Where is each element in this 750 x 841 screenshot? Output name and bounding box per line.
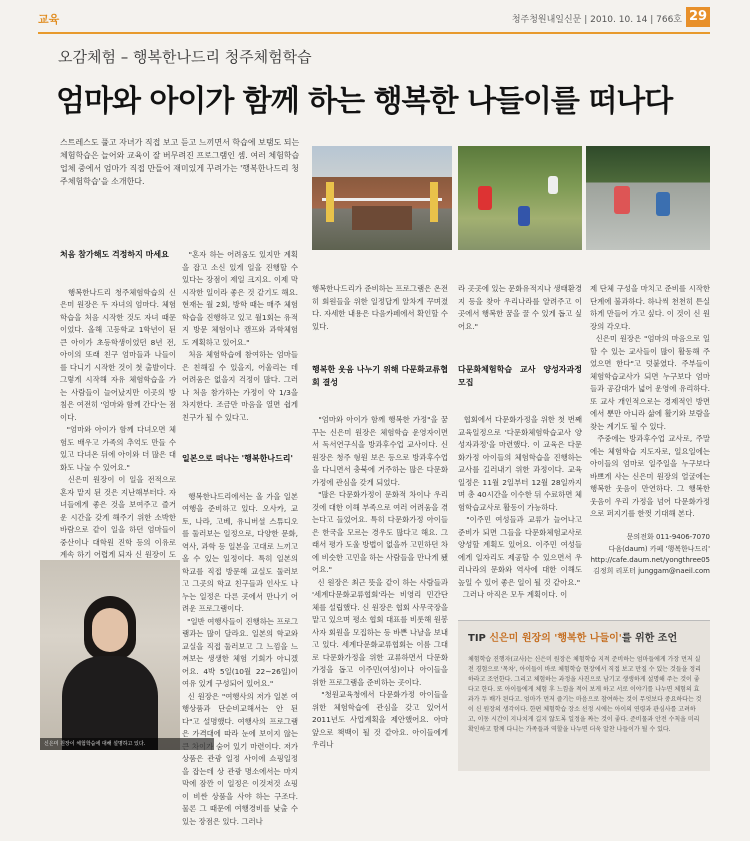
tip-title-highlight: 신은미 원장의 '행복한 나들이' bbox=[489, 633, 622, 644]
page-header bbox=[38, 8, 710, 34]
page-number: 29 bbox=[686, 7, 710, 27]
column-3-body-2: "엄마와 아이가 함께 행복한 가정"을 꿈꾸는 신은미 원장은 체험학습 운영자이면서 독서연구식을 방과후수업 교사이다. 신 원장은 청주 형원 보은 등으로 방과후수업을 다니면서 충북에 거주하는 많은 다문화가정에 관심을 갖게 되었다. "많은 다문화가정이 문화적 차이나 우리 것에 대한 이해 부족으로 여러 어려움을 겪는다고 들었어요. 특히 다문화가정 아이들은 한국을 모르는 경우도 많다고 해요. 그래서 평가 도울 방법이 없을까 고민하던 차에 비슷한 고민을 하는 사람들을 만나게 됐어요." 신 원장은 최근 뜻을 같이 하는 사람들과 '세계다문화교류협회'라는 비영리 민간단체를 설립했다. 신 원장은 협회 사무국장을 맡고 있으며 평소 협회 대표를 비롯해 원봉사자 회원을 모집하는 등 바쁜 나날을 보내고 있다. 세계다문화교류협회는 이름 그대로 다문화가정을 위한 교류하면서 다문화가정을 돕고 이주민(여성)이나 아이들을 위한 프로그램을 준비하는 곳이다. "청원교육청에서 다문화가정 아이들을 위한 체험학습에 관심을 갖고 있어서 2011년도 사업계획을 제안했어요. 아마 앞으로 책백이 될 것 같아요. 아이들에게 우리나 bbox=[312, 415, 449, 749]
historic-building-photo bbox=[312, 146, 452, 250]
subhead-1: 처음 참가해도 걱정하지 마세요 bbox=[60, 250, 169, 259]
reporter-credit: 김정희 리포터 junggam@naeil.com bbox=[593, 567, 710, 575]
column-5-body: 제 단체 구성을 마치고 준비를 시작한 단계에 불과하다. 하나씩 천천히 튼실하게 만들어 가고 싶다. 이 것이 신 원장의 각오다. 신은미 원장은 "엄마의 마음으로 일할 수 있는 교사들이 많이 활동해 주었으면 한다"고 덧붙였다. 주부들이 체험학습교사가 되면 누구보다 엄마들과 공감대가 넓어 운영에 유리하다. 또 교사 개인적으로는 경제적인 방면에서 뿐만 아니라 삶에 활기와 보람을 찾는 계기도 될 수 있다. 주중에는 방과후수업 교사로, 주말에는 체험학습 지도자로, 일요일에는 아이들의 엄마로 일주일을 누구보다 바쁘게 사는 신은미 원장의 얼굴에는 행복한 웃음이 만연하다. 그 행복한 웃음이 우리 가정을 넘어 다문화가정으로 퍼지기를 한껏 기대해 본다. bbox=[590, 284, 711, 518]
subhead-3: 행복한 웃음 나누기 위해 다문화교류협회 결성 bbox=[312, 365, 448, 387]
column-4 bbox=[458, 258, 585, 599]
headline: 엄마와 아이가 함께 하는 행복한 나들이를 떠나다 bbox=[56, 84, 673, 119]
column-3-body-1: 행복한나드리가 준비하는 프로그램은 온전히 회원들을 위한 일정답게 알차게 꾸며졌다. 자세한 내용은 다음카페에서 확인할 수 있다. bbox=[312, 284, 451, 331]
field-activity-photo bbox=[458, 146, 582, 250]
contact-cafe-url[interactable]: http://cafe.daum.net/yongthree05 bbox=[590, 556, 710, 564]
column-2-body-1: "혼자 하는 어려움도 있지만 계획을 잡고 소신 있게 일을 진행할 수 있다는 장점이 제일 크지요. 이제 막 시작한 일이라 좋은 것 같기도 해요. 현재는 월 2회, 방학 때는 매주 체험학습을 진행하고 있고 월1회는 유적지 방문 체험이나 캠프와 과학체험도 계획하고 있어요." 처음 체험학습에 참여하는 엄마들은 친해질 수 있을지, 어울리는 데 어려움은 없을지 걱정이 많다. 그러나 처음 참가하는 가정이 약 1/3을 차지한다. 조금만 마음을 열면 쉽게 친구가 될 수 있다고. bbox=[182, 250, 299, 422]
contact-cafe-label: 다음(daum) 카페 '행복한나드리' bbox=[608, 545, 710, 553]
lede: 스트레스도 풀고 자녀가 직접 보고 듣고 느끼면서 학습에 보탬도 되는 체험학습은 늘어와 교육이 잘 버무려진 프로그램인 셈. 여러 체험학습업체 중에서 엄마가 직접 만들어 재미있게 꾸려가는 '행복한나드리 청주체험학습'을 소개한다. bbox=[60, 138, 300, 186]
contact-phone: 문의전화 011-9406-7070 bbox=[626, 533, 710, 541]
portrait-caption: 신은미 원장이 체험학습에 대해 설명하고 있다. bbox=[40, 738, 214, 750]
column-1-body: 행복한나드리 청주체험학습의 신은미 원장은 두 자녀의 엄마다. 체험학습을 처음 시작한 것도 자녀 때문이었다. 올해 고등학교 1학년이 된 큰 아이가 초등학생이었던 8년 전, 아이의 또래 친구 엄마들과 나들이를 다니기 시작한 것이 첫 출발이다. 그렇게 시작해 자유 체험학습을 가는 사람들이 늘어났지만 이곳의 방침은 여전히 '엄마와 함께 간다'는 점이다. "엄마와 아이가 함께 다녀오면 체험도 배우고 가족의 추억도 만들 수 있고 다녀온 뒤에 아이와 더 많은 대화도 나눌 수 있어요." 신은미 원장이 이 일을 전적으로 혼자 맡지 된 것은 지난해부터다. 자녀들에게 좋은 것을 보여주고 즐거운 시간을 갖게 해주기 위한 소박한 바람으로 같이 일을 하던 엄마들이 중산이나 대학원 진학 등의 이유로 계속 하기 어렵게 되자 신 원장이 도 bbox=[60, 287, 177, 559]
contact-block bbox=[560, 532, 710, 576]
tip-title-rest: 를 위한 조언 bbox=[621, 633, 678, 644]
column-4-body-1: 라 곳곳에 있는 문화유적지나 생태환경지 등을 찾아 우리나라를 알려주고 이곳에서 행복한 꿈을 꿀 수 있게 돕고 싶어요." bbox=[458, 284, 582, 331]
column-5 bbox=[590, 258, 711, 518]
column-1 bbox=[60, 224, 176, 560]
tip-body: 체험학습 진행자(교사)는 신은미 원장은 체험학습 지적 준비하는 엄마들에게 가장 먼저 실전 경험으로 '목차', 아이들이 바로 체험학습 현장에서 직접 보고 만질 수 있는 것들을 정리하라고 조언한다. 그리고 체험하는 과정을 사진으로 남기고 생생하게 설명해 주는 것이 좋다고 한다. 또 아이들에게 체험 후 느낌을 적어 보게 하고 서로 이야기를 나누면 체험의 효과가 두 배가 된다고. 엄마가 먼저 즐기는 마음으로 참여하는 것이 무엇보다 중요하다는 것이 신 원장의 생각이다. 한편 체험학습 장소 선정 시에는 아이의 연령과 관심사를 고려하고, 이동 시간이 지나치게 길지 않도록 일정을 짜는 것이 좋다. 준비물과 안전 수칙을 미리 확인하고 함께 다니는 가족들과 역할을 나누면 더욱 알찬 나들이가 될 수 있다. bbox=[468, 656, 702, 733]
column-3 bbox=[312, 258, 451, 764]
portrait-photo bbox=[40, 560, 180, 750]
column-2-body-2: 행복한나드리에서는 올 가을 일본여행을 준비하고 있다. 오사카, 교토, 나라, 고베, 유니버셜 스튜디오를 둘러보는 일정으로, 다양한 문화, 역사, 과학 등 일본을 고대로 느끼고 올 수 있는 일정이다. 특히 일본의 학교를 직접 방문해 교실도 둘러보고 그곳의 학교 친구들과 인사도 나누는 일정은 다른 곳에서 만나기 어려운 프로그램이다. "일반 여행사들이 진행하는 프로그램과는 많이 달라요. 일본의 학교와 교실을 직접 둘러보고 그 느낌을 느껴보는 생생한 체험 기회가 아니겠어요. 4박 5일(10월 22~26일)이 여유 있게 구성되어 있어요." 신 원장은 "여행사의 저가 일본 여행상품과 단순비교해서는 안 된다"고 설명했다. 여행사의 프로그램은 가격대에 따라 눈에 보이지 않는 큰 차이가 숨어 있기 마련이다. 저가 상품은 관광 일정 사이에 쇼핑일정을 잡는데 상 관광 명소에서는 마지막에 잠깐 이 일정은 이것저것 쇼핑이 비싼 상품을 사야 하는 구조다. 물론 그 때문에 여행경비를 낮출 수 있는 장점은 있다. 그러나 bbox=[182, 491, 298, 826]
stream-activity-photo bbox=[586, 146, 710, 250]
paper-info: 청주청원내일신문 | 2010. 10. 14 | 766호 bbox=[511, 15, 682, 25]
tip-title bbox=[468, 629, 677, 644]
section-tag: 교육 bbox=[38, 13, 60, 26]
subhead-2: 일본으로 떠나는 '행복한나드리' bbox=[182, 454, 293, 463]
column-2 bbox=[182, 224, 299, 826]
tip-label: TIP bbox=[468, 633, 486, 644]
subhead-4: 다문화체험학습 교사 양성자과정 모집 bbox=[458, 365, 585, 387]
column-4-body-2: 협회에서 다문화가정을 위한 첫 번째 교육일정으로 '다문화체험학습교사 양성자과정'을 마련했다. 이 교육은 다문화가정 아이들의 체험학습을 진행하는 교사를 길러내기 위한 과정이다. 교육일정은 11월 2일부터 12월 28일까지며 총 40시간을 이수한 뒤 수료하면 체험학습교사로 활동이 가능하다. "이주민 여성들과 교류가 늘어나고 준비가 되면 그들을 다문화체험교사로 양성할 계획도 있어요. 이주민 여성들에게 일자리도 제공할 수 있으면서 우리나라의 문화와 역사에 대한 이해도 높일 수 있어 좋은 일이 될 것 같아요." 그러나 아직은 모두 계획이다. 이 bbox=[458, 415, 582, 599]
series-title: 오감체험 – 행복한나드리 청주체험학습 bbox=[58, 48, 312, 66]
tip-box bbox=[458, 620, 710, 771]
